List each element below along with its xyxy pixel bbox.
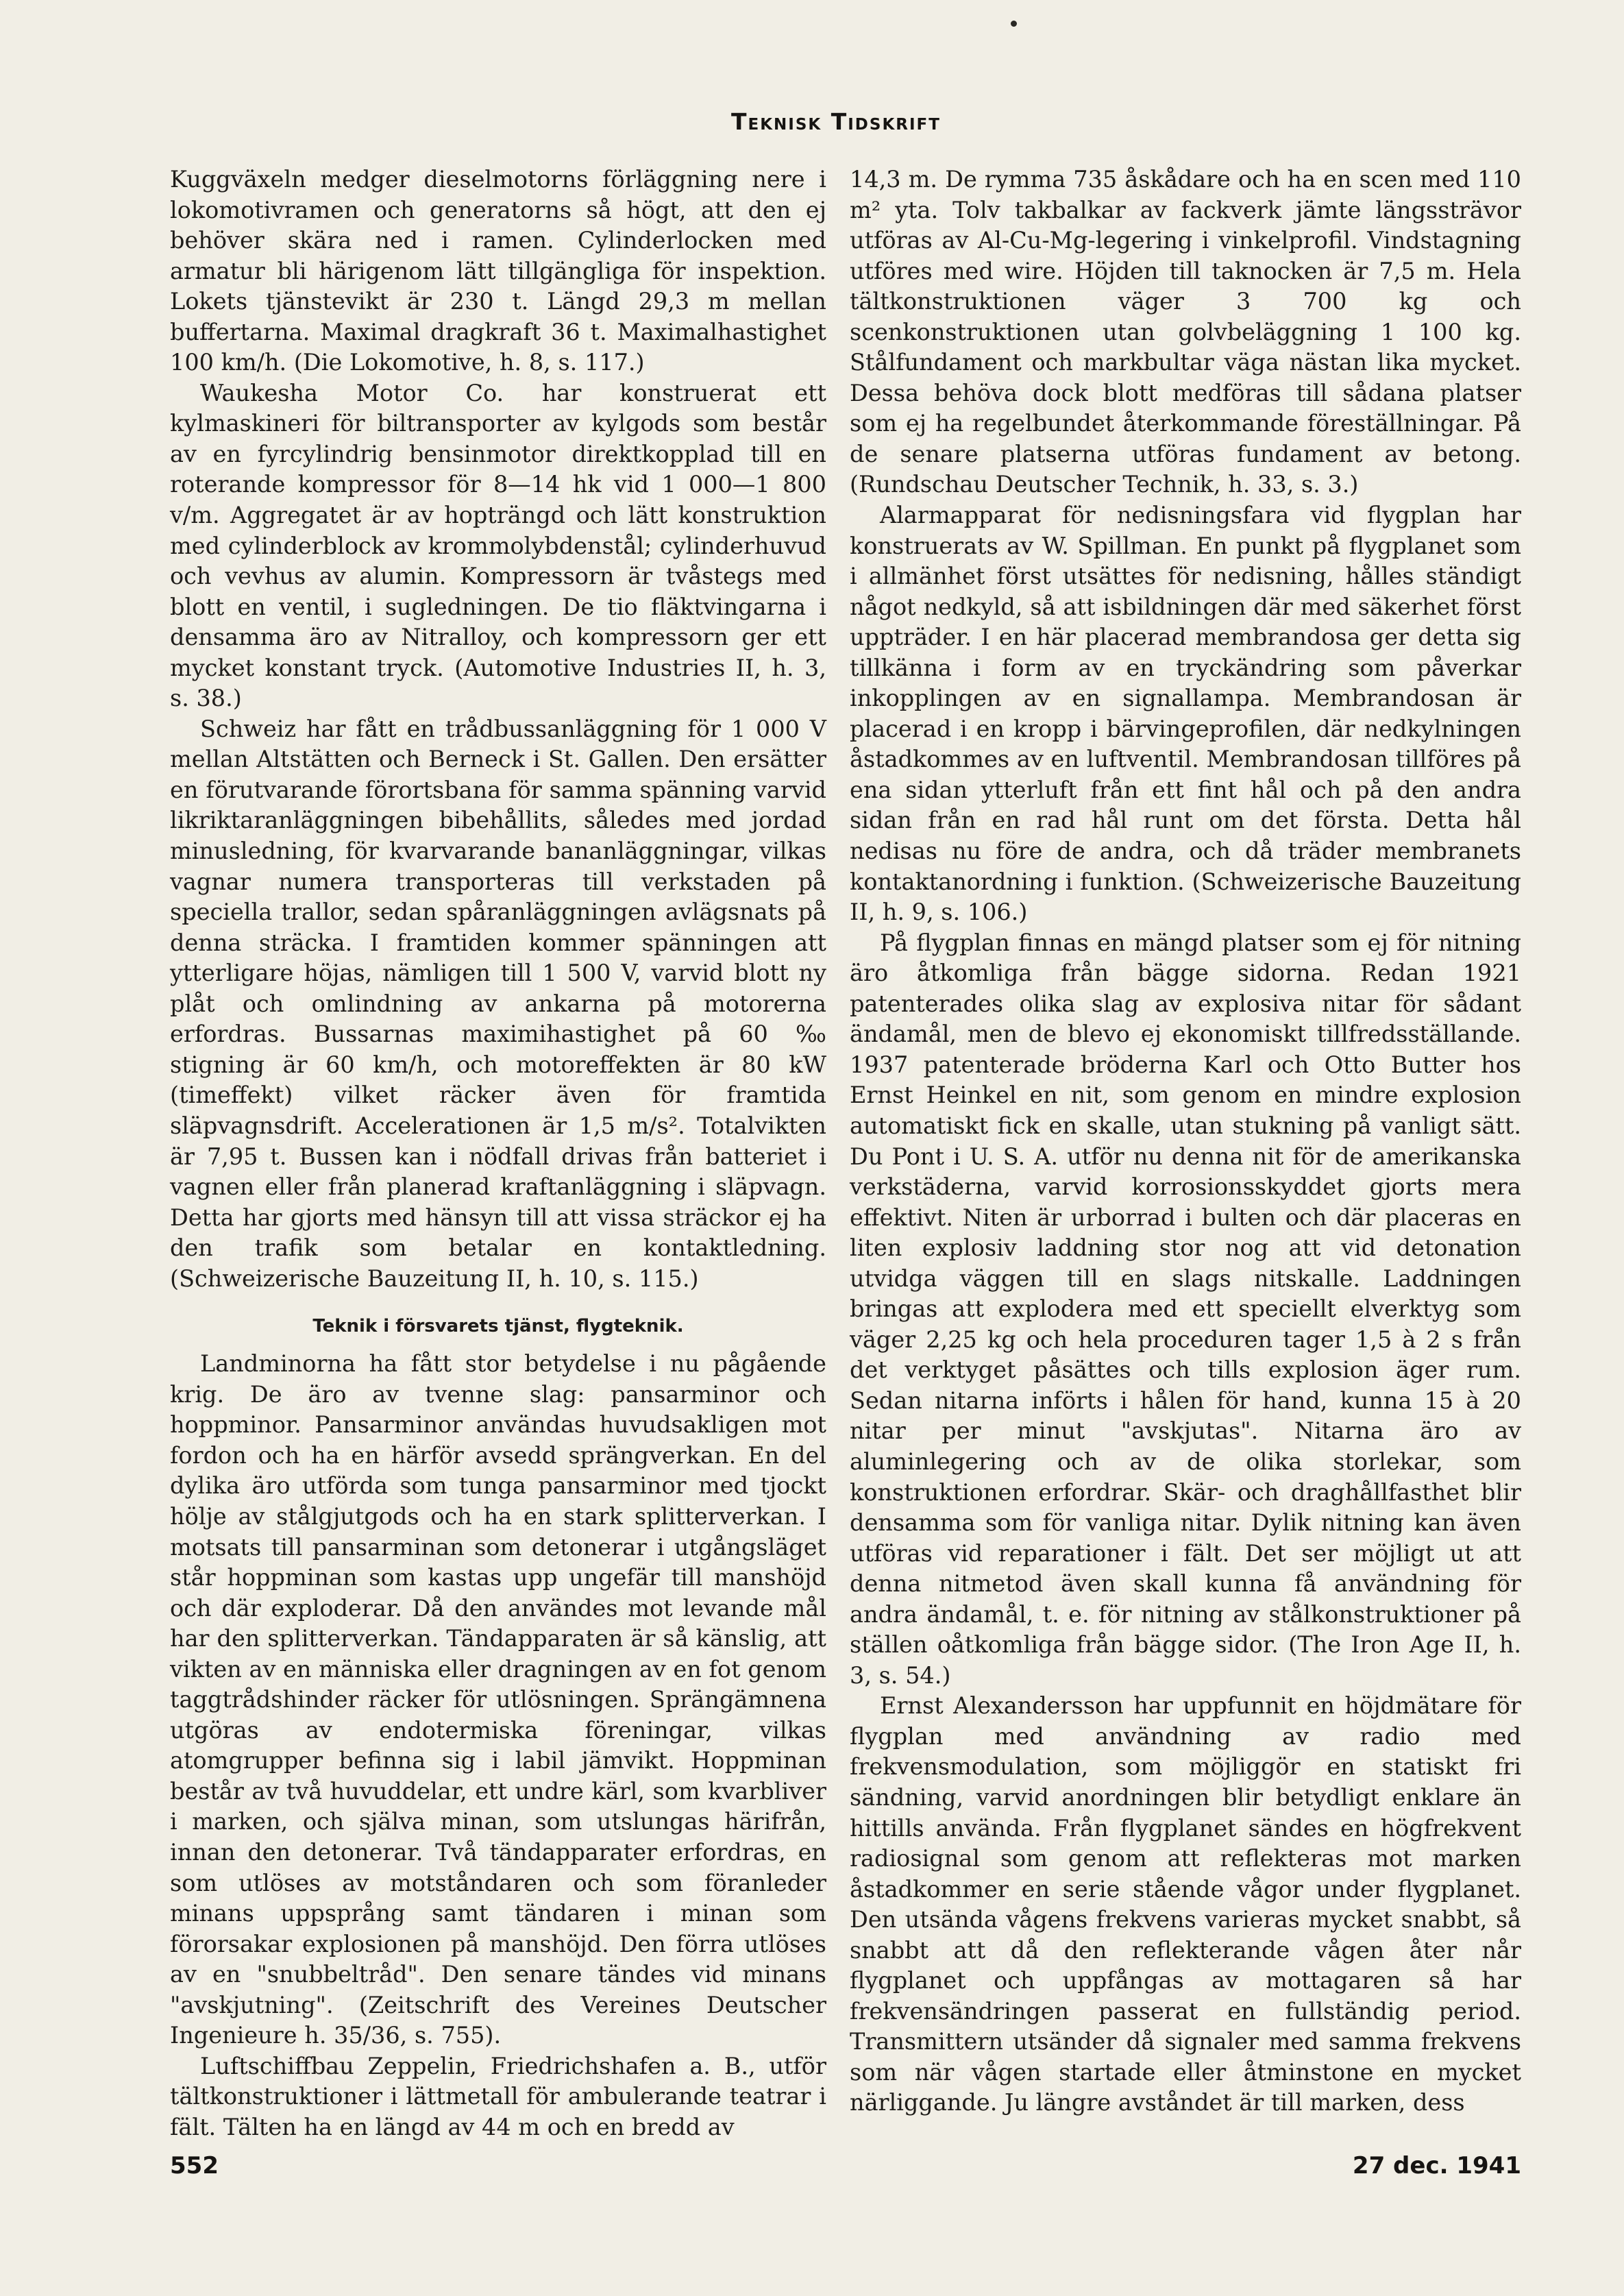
paragraph-radio-altimeter: Ernst Alexandersson har uppfunnit en höjdmätare för flygplan med användning av radio med frekvensmodulation, som möjliggör en statiskt fri sändning, varvid anordningen blir betydligt enklare än hittills använda. Från flygplanet sändes en högfrekvent radiosignal som genom att reflekteras mot marken åstadkommer en serie stående vågor under flygplanet. Den utsända vågens frekvens varieras mycket snabbt, så snabbt att då den reflekterande vågen åter når flygplanet och uppfångas av mottagaren så har frekvensändringen passerat en fullständig period. Transmittern utsänder då signaler med samma frekvens som när vågen startade eller åtminstone en mycket närliggande. Ju längre avståndet är till marken, dess <box>850 1692 1521 2116</box>
paragraph-icing-alarm: Alarmapparat för nedisningsfara vid flygplan har konstruerats av W. Spillman. En punkt på flygplanet som i allmänhet först utsättes för nedisning, hålles ständigt något nedkyld, så att isbildningen där med säkerhet först uppträder. I en här placerad membrandosa ger detta sig tillkänna i form av en tryckändring som påverkar inkopplingen av en signallampa. Membrandosan är placerad i en kropp i bärvingeprofilen, där nedkylningen åstadkommes av en luftventil. Membrandosan tillföres på ena sidan ytterluft från ett fint hål och på den andra sidan från en rad hål runt om det första. Detta hål nedisas nu före de andra, och då träder membranets kontaktanordning i funktion. (Schweizerische Bauzeitung II, h. 9, s. 106.) <box>850 502 1521 926</box>
paragraph-waukesha-refrigeration: Waukesha Motor Co. har konstruerat ett kylmaskineri för biltransporter av kylgods som består av en fyrcylindrig bensinmotor direktkopplad till en roterande kompressor för 8—14 hk vid 1 000—1 800 v/m. Aggregatet är av hopträngd och lätt konstruktion med cylinderblock av krommolybdenstål; cylinderhuvud och vevhus av alumin. Kompressorn är tvåstegs med blott en ventil, i sugledningen. De tio fläktvingarna i densamma äro av Nitralloy, och kompressorn ger ett mycket konstant tryck. (Automotive Industries II, h. 3, s. 38.) <box>170 379 826 712</box>
right-column <box>850 164 1521 2118</box>
journal-masthead: Teknisk Tidskrift <box>731 108 941 135</box>
paragraph-landmines: Landminorna ha fått stor betydelse i nu pågående krig. De äro av tvenne slag: pansarminor och hoppminor. Pansarminor användas huvudsakligen mot fordon och ha en härför avsedd sprängverkan. En del dylika äro utförda som tunga pansarminor med tjockt hölje av stålgjutgods och ha en stark splitterverkan. I motsats till pansarminan som detonerar i utgångsläget står hoppminan som kastas upp ungefär till manshöjd och där exploderar. Då den användes mot levande mål har den splitterverkan. Tändapparaten är så känslig, att vikten av en människa eller dragningen av en fot genom taggtrådshinder räcker för utlösningen. Sprängämnena utgöras av endotermiska föreningar, vilkas atomgrupper befinna sig i labil jämvikt. Hoppminan består av två huvuddelar, ett undre kärl, som kvarbliver i marken, och själva minan, som utslungas härifrån, innan den detonerar. Två tändapparater erfordras, en som utlöses av motståndaren och som föranleder minans uppsprång samt tändaren i minan som förorsakar explosionen på manshöjd. Den förra utlöses av en "snubbeltråd". Den senare tändes vid minans "avskjutning". (Zeitschrift des Vereines Deutscher Ingenieure h. 35/36, s. 755). <box>170 1350 826 2049</box>
issue-date: 27 dec. 1941 <box>1352 2152 1521 2179</box>
section-heading-defense-aviation: Teknik i försvarets tjänst, flygteknik. <box>312 1316 684 1337</box>
paragraph-tent-continued: 14,3 m. De rymma 735 åskådare och ha en scen med 110 m² yta. Tolv takbalkar av fackverk jämte längssträvor utföras av Al-Cu-Mg-legering i vinkelprofil. Vindstagning utföres med wire. Höjden till taknocken är 7,5 m. Hela tältkonstruktionen väger 3 700 kg och scenkonstruktionen utan golvbeläggning 1 100 kg. Stålfundament och markbultar väga nästan lika mycket. Dessa behöva dock blott medföras till sådana platser som ej ha regelbundet återkommande föreställningar. På de senare platserna utföras fundament av betong. (Rundschau Deutscher Technik, h. 33, s. 3.) <box>850 166 1521 498</box>
print-mark <box>1011 21 1017 27</box>
page-number: 552 <box>170 2152 219 2179</box>
paragraph-zeppelin-tents: Luftschiffbau Zeppelin, Friedrichshafen a. B., utför tältkonstruktioner i lättmetall för ambulerande teatrar i fält. Tälten ha en längd av 44 m och en bredd av <box>170 2052 826 2140</box>
paragraph-locomotive-gear: Kuggväxeln medger dieselmotorns förläggning nere i lokomotivramen och generatorns så högt, att den ej behöver skära ned i ramen. Cylinderlocken med armatur bli härigenom lätt tillgängliga för inspektion. Lokets tjänstevikt är 230 t. Längd 29,3 m mellan buffertarna. Maximal dragkraft 36 t. Maximalhastighet 100 km/h. (Die Lokomotive, h. 8, s. 117.) <box>170 166 826 376</box>
paragraph-explosive-rivets: På flygplan finnas en mängd platser som ej för nitning äro åtkomliga från bägge sidorna. Redan 1921 patenterades olika slag av explosiva nitar för sådant ändamål, men de blevo ej ekonomiskt tillfredsställande. 1937 patenterade bröderna Karl och Otto Butter hos Ernst Heinkel en nit, som genom en mindre explosion automatiskt fick en skalle, utan stukning på vanligt sätt. Du Pont i U. S. A. utför nu denna nit för de amerikanska verkstäderna, varvid korrosionsskyddet gjorts mera effektivt. Niten är urborrad i bulten och där placeras en liten explosiv laddning stor nog att vid detonation utvidga väggen till en slags nitskalle. Laddningen bringas att explodera med ett speciellt elverktyg som väger 2,25 kg och hela proceduren tager 1,5 à 2 s från det verktyget påsättes och tills explosion äger rum. Sedan nitarna införts i hålen för hand, kunna 15 à 20 nitar per minut "avskjutas". Nitarna äro av aluminlegering och av de olika storlekar, som konstruktionen erfordrar. Skär- och draghållfasthet blir densamma som för vanliga nitar. Dylik nitning kan även utföras vid reparationer i fält. Det ser möjligt ut att denna nitmetod även skall kunna få användning för andra ändamål, t. e. för nitning av stålkonstruktioner på ställen oåtkomliga från bägge sidor. (The Iron Age II, h. 3, s. 54.) <box>850 929 1521 1689</box>
left-column <box>170 164 826 2142</box>
paragraph-swiss-trolleybus: Schweiz har fått en trådbussanläggning för 1 000 V mellan Altstätten och Berneck i St. Gallen. Den ersätter en förutvarande förortsbana för samma spänning varvid likriktaranläggningen bibehållits, således med jordad minusledning, för kvarvarande bananläggningar, vilkas vagnar numera transporteras till verkstaden på speciella trallor, sedan spåranläggningen avlägsnats på denna sträcka. I framtiden kommer spänningen att ytterligare höjas, nämligen till 1 500 V, varvid blott ny plåt och omlindning av ankarna på motorerna erfordras. Bussarnas maximihastighet på 60 ‰ stigning är 60 km/h, och motoreffekten är 80 kW (timeffekt) vilket räcker även för framtida släpvagnsdrift. Accelerationen är 1,5 m/s². Totalvikten är 7,95 t. Bussen kan i nödfall drivas från batteriet i vagnen eller från planerad kraftanläggning i släpvagn. Detta har gjorts med hänsyn till att vissa sträckor ej ha den trafik som betalar en kontaktledning. (Schweizerische Bauzeitung II, h. 10, s. 115.) <box>170 715 826 1292</box>
